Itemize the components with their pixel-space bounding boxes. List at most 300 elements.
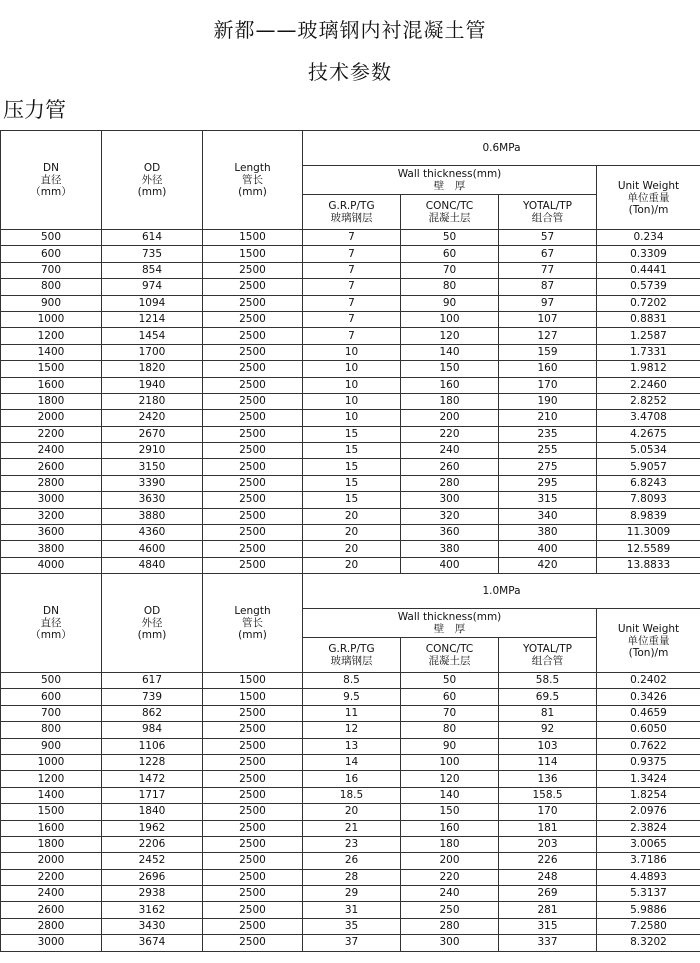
cell-grp: 10 bbox=[303, 393, 401, 409]
header-od-line: (mm) bbox=[137, 629, 167, 641]
cell-total: 420 bbox=[499, 557, 597, 573]
cell-grp: 18.5 bbox=[303, 787, 401, 803]
cell-total: 226 bbox=[499, 853, 597, 869]
cell-grp: 12 bbox=[303, 722, 401, 738]
cell-dn: 3000 bbox=[1, 935, 102, 951]
cell-grp: 11 bbox=[303, 705, 401, 721]
cell-od: 735 bbox=[102, 246, 203, 262]
cell-grp: 31 bbox=[303, 902, 401, 918]
cell-length: 2500 bbox=[203, 787, 303, 803]
cell-grp: 15 bbox=[303, 492, 401, 508]
cell-dn: 600 bbox=[1, 689, 102, 705]
table-row bbox=[1, 722, 700, 738]
table-row bbox=[1, 328, 700, 344]
cell-conc: 90 bbox=[401, 738, 499, 754]
table-row bbox=[1, 673, 700, 689]
cell-od: 2938 bbox=[102, 886, 203, 902]
cell-weight: 0.7622 bbox=[597, 738, 700, 754]
cell-dn: 1600 bbox=[1, 377, 102, 393]
cell-grp: 16 bbox=[303, 771, 401, 787]
cell-total: 181 bbox=[499, 820, 597, 836]
cell-length: 2500 bbox=[203, 475, 303, 491]
cell-length: 2500 bbox=[203, 853, 303, 869]
cell-grp: 20 bbox=[303, 508, 401, 524]
header-length-line: Length bbox=[234, 605, 271, 617]
cell-conc: 90 bbox=[401, 295, 499, 311]
table-header-row bbox=[1, 131, 700, 166]
header-wall-thickness-line: Wall thickness(mm) bbox=[397, 611, 502, 623]
cell-weight: 6.8243 bbox=[597, 475, 700, 491]
cell-dn: 800 bbox=[1, 279, 102, 295]
cell-conc: 100 bbox=[401, 754, 499, 770]
header-od-line: (mm) bbox=[137, 186, 167, 198]
document-title: 新都——玻璃钢内衬混凝土管 bbox=[213, 18, 487, 42]
header-pressure: 0.6MPa bbox=[303, 131, 700, 166]
cell-od: 614 bbox=[102, 230, 203, 246]
header-wall-thickness bbox=[303, 609, 597, 638]
cell-total: 160 bbox=[499, 361, 597, 377]
cell-dn: 2200 bbox=[1, 869, 102, 885]
cell-total: 158.5 bbox=[499, 787, 597, 803]
cell-length: 2500 bbox=[203, 443, 303, 459]
header-unit-weight bbox=[597, 166, 700, 230]
cell-total: 103 bbox=[499, 738, 597, 754]
cell-od: 2206 bbox=[102, 836, 203, 852]
cell-total: 127 bbox=[499, 328, 597, 344]
cell-total: 315 bbox=[499, 492, 597, 508]
table-row bbox=[1, 344, 700, 360]
cell-total: 255 bbox=[499, 443, 597, 459]
header-unit-weight bbox=[597, 609, 700, 673]
cell-od: 1820 bbox=[102, 361, 203, 377]
cell-od: 2696 bbox=[102, 869, 203, 885]
table-row bbox=[1, 820, 700, 836]
cell-od: 984 bbox=[102, 722, 203, 738]
cell-od: 2452 bbox=[102, 853, 203, 869]
cell-weight: 2.8252 bbox=[597, 393, 700, 409]
cell-grp: 20 bbox=[303, 804, 401, 820]
cell-dn: 4000 bbox=[1, 557, 102, 573]
header-total-line: YOTAL/TP bbox=[522, 643, 573, 655]
cell-grp: 28 bbox=[303, 869, 401, 885]
cell-total: 58.5 bbox=[499, 673, 597, 689]
header-wall-thickness-line: 壁 厚 bbox=[433, 180, 466, 192]
header-conc-line: CONC/TC bbox=[425, 643, 474, 655]
cell-conc: 60 bbox=[401, 689, 499, 705]
cell-conc: 80 bbox=[401, 722, 499, 738]
cell-length: 2500 bbox=[203, 377, 303, 393]
cell-total: 92 bbox=[499, 722, 597, 738]
cell-length: 2500 bbox=[203, 311, 303, 327]
header-dn-line: （mm） bbox=[30, 186, 72, 198]
header-pressure: 1.0MPa bbox=[303, 574, 700, 609]
cell-length: 2500 bbox=[203, 262, 303, 278]
cell-length: 2500 bbox=[203, 918, 303, 934]
cell-dn: 1800 bbox=[1, 393, 102, 409]
header-conc bbox=[401, 195, 499, 230]
cell-od: 1700 bbox=[102, 344, 203, 360]
cell-od: 3162 bbox=[102, 902, 203, 918]
cell-weight: 1.9812 bbox=[597, 361, 700, 377]
cell-dn: 2600 bbox=[1, 459, 102, 475]
cell-grp: 10 bbox=[303, 410, 401, 426]
cell-conc: 140 bbox=[401, 344, 499, 360]
cell-total: 190 bbox=[499, 393, 597, 409]
cell-grp: 23 bbox=[303, 836, 401, 852]
cell-length: 2500 bbox=[203, 393, 303, 409]
cell-conc: 400 bbox=[401, 557, 499, 573]
table-row bbox=[1, 869, 700, 885]
header-od bbox=[102, 574, 203, 673]
cell-grp: 8.5 bbox=[303, 673, 401, 689]
cell-weight: 7.2580 bbox=[597, 918, 700, 934]
cell-dn: 1200 bbox=[1, 771, 102, 787]
cell-conc: 180 bbox=[401, 393, 499, 409]
spec-table-0.6mpa bbox=[0, 130, 700, 574]
cell-dn: 700 bbox=[1, 262, 102, 278]
cell-dn: 1500 bbox=[1, 804, 102, 820]
header-total bbox=[499, 638, 597, 673]
cell-grp: 15 bbox=[303, 426, 401, 442]
cell-dn: 2800 bbox=[1, 475, 102, 491]
cell-length: 2500 bbox=[203, 557, 303, 573]
cell-length: 2500 bbox=[203, 705, 303, 721]
cell-dn: 1500 bbox=[1, 361, 102, 377]
cell-conc: 280 bbox=[401, 918, 499, 934]
cell-total: 269 bbox=[499, 886, 597, 902]
header-length bbox=[203, 574, 303, 673]
cell-grp: 7 bbox=[303, 279, 401, 295]
header-length-line: 管长 bbox=[242, 617, 263, 629]
cell-od: 2420 bbox=[102, 410, 203, 426]
cell-od: 1454 bbox=[102, 328, 203, 344]
table-row bbox=[1, 361, 700, 377]
cell-dn: 800 bbox=[1, 722, 102, 738]
cell-od: 974 bbox=[102, 279, 203, 295]
cell-dn: 1200 bbox=[1, 328, 102, 344]
cell-conc: 140 bbox=[401, 787, 499, 803]
cell-grp: 26 bbox=[303, 853, 401, 869]
header-length-line: 管长 bbox=[242, 174, 263, 186]
cell-grp: 35 bbox=[303, 918, 401, 934]
cell-dn: 1400 bbox=[1, 787, 102, 803]
header-total-line: 组合管 bbox=[531, 212, 564, 224]
table-row bbox=[1, 738, 700, 754]
cell-length: 1500 bbox=[203, 689, 303, 705]
table-row bbox=[1, 279, 700, 295]
header-grp-line: G.R.P/TG bbox=[328, 200, 375, 212]
cell-conc: 60 bbox=[401, 246, 499, 262]
cell-length: 2500 bbox=[203, 508, 303, 524]
cell-conc: 100 bbox=[401, 311, 499, 327]
cell-total: 203 bbox=[499, 836, 597, 852]
cell-conc: 280 bbox=[401, 475, 499, 491]
cell-weight: 7.8093 bbox=[597, 492, 700, 508]
cell-od: 1717 bbox=[102, 787, 203, 803]
cell-dn: 500 bbox=[1, 673, 102, 689]
header-dn bbox=[1, 131, 102, 230]
header-grp-line: G.R.P/TG bbox=[328, 643, 375, 655]
cell-od: 4840 bbox=[102, 557, 203, 573]
cell-grp: 7 bbox=[303, 230, 401, 246]
cell-weight: 0.5739 bbox=[597, 279, 700, 295]
cell-total: 235 bbox=[499, 426, 597, 442]
cell-od: 1940 bbox=[102, 377, 203, 393]
cell-od: 4360 bbox=[102, 525, 203, 541]
cell-length: 2500 bbox=[203, 902, 303, 918]
cell-conc: 260 bbox=[401, 459, 499, 475]
cell-length: 2500 bbox=[203, 492, 303, 508]
cell-total: 337 bbox=[499, 935, 597, 951]
cell-grp: 15 bbox=[303, 475, 401, 491]
cell-dn: 3800 bbox=[1, 541, 102, 557]
cell-length: 2500 bbox=[203, 328, 303, 344]
cell-od: 617 bbox=[102, 673, 203, 689]
cell-conc: 300 bbox=[401, 935, 499, 951]
cell-conc: 380 bbox=[401, 541, 499, 557]
cell-weight: 3.4708 bbox=[597, 410, 700, 426]
header-length-line: (mm) bbox=[238, 629, 267, 641]
cell-od: 1840 bbox=[102, 804, 203, 820]
cell-weight: 2.0976 bbox=[597, 804, 700, 820]
cell-total: 107 bbox=[499, 311, 597, 327]
cell-od: 739 bbox=[102, 689, 203, 705]
cell-length: 1500 bbox=[203, 673, 303, 689]
cell-weight: 0.3309 bbox=[597, 246, 700, 262]
table-row bbox=[1, 771, 700, 787]
cell-length: 2500 bbox=[203, 344, 303, 360]
header-grp-line: 玻璃钢层 bbox=[330, 212, 373, 224]
header-od-line: 外径 bbox=[141, 174, 163, 186]
cell-total: 210 bbox=[499, 410, 597, 426]
document-subtitle: 技术参数 bbox=[308, 60, 392, 84]
cell-weight: 0.3426 bbox=[597, 689, 700, 705]
cell-dn: 700 bbox=[1, 705, 102, 721]
cell-od: 3674 bbox=[102, 935, 203, 951]
cell-total: 114 bbox=[499, 754, 597, 770]
header-unit-weight-line: Unit Weight bbox=[617, 622, 680, 635]
cell-od: 1472 bbox=[102, 771, 203, 787]
cell-length: 2500 bbox=[203, 295, 303, 311]
cell-conc: 150 bbox=[401, 361, 499, 377]
cell-grp: 14 bbox=[303, 754, 401, 770]
cell-conc: 70 bbox=[401, 262, 499, 278]
cell-total: 380 bbox=[499, 525, 597, 541]
cell-od: 1962 bbox=[102, 820, 203, 836]
cell-conc: 240 bbox=[401, 886, 499, 902]
cell-grp: 7 bbox=[303, 295, 401, 311]
cell-conc: 360 bbox=[401, 525, 499, 541]
header-length bbox=[203, 131, 303, 230]
header-total bbox=[499, 195, 597, 230]
table-row bbox=[1, 935, 700, 951]
header-grp bbox=[303, 195, 401, 230]
cell-length: 2500 bbox=[203, 771, 303, 787]
cell-dn: 2600 bbox=[1, 902, 102, 918]
cell-dn: 2400 bbox=[1, 443, 102, 459]
header-od-line: OD bbox=[143, 162, 161, 174]
cell-weight: 1.2587 bbox=[597, 328, 700, 344]
header-conc-line: 混凝土层 bbox=[428, 655, 471, 667]
table-row bbox=[1, 295, 700, 311]
cell-grp: 7 bbox=[303, 246, 401, 262]
cell-dn: 2800 bbox=[1, 918, 102, 934]
table-row bbox=[1, 311, 700, 327]
header-unit-weight-line: (Ton)/m bbox=[628, 203, 669, 216]
cell-grp: 7 bbox=[303, 328, 401, 344]
cell-grp: 9.5 bbox=[303, 689, 401, 705]
cell-conc: 200 bbox=[401, 410, 499, 426]
cell-od: 3430 bbox=[102, 918, 203, 934]
cell-grp: 10 bbox=[303, 344, 401, 360]
header-dn-line: DN bbox=[43, 162, 59, 174]
cell-weight: 0.4441 bbox=[597, 262, 700, 278]
cell-length: 2500 bbox=[203, 738, 303, 754]
cell-od: 4600 bbox=[102, 541, 203, 557]
cell-conc: 50 bbox=[401, 673, 499, 689]
cell-conc: 70 bbox=[401, 705, 499, 721]
header-total-line: YOTAL/TP bbox=[522, 200, 573, 212]
cell-od: 2910 bbox=[102, 443, 203, 459]
cell-grp: 20 bbox=[303, 557, 401, 573]
cell-weight: 2.2460 bbox=[597, 377, 700, 393]
cell-length: 2500 bbox=[203, 541, 303, 557]
table-header-row bbox=[1, 574, 700, 609]
cell-weight: 1.3424 bbox=[597, 771, 700, 787]
cell-weight: 5.3137 bbox=[597, 886, 700, 902]
cell-grp: 10 bbox=[303, 361, 401, 377]
table-row bbox=[1, 426, 700, 442]
cell-length: 2500 bbox=[203, 754, 303, 770]
cell-dn: 1800 bbox=[1, 836, 102, 852]
cell-weight: 1.8254 bbox=[597, 787, 700, 803]
header-od-line: OD bbox=[143, 605, 161, 617]
cell-total: 67 bbox=[499, 246, 597, 262]
cell-dn: 500 bbox=[1, 230, 102, 246]
cell-weight: 8.3202 bbox=[597, 935, 700, 951]
cell-length: 1500 bbox=[203, 230, 303, 246]
cell-length: 2500 bbox=[203, 722, 303, 738]
header-dn-line: DN bbox=[43, 605, 59, 617]
cell-conc: 320 bbox=[401, 508, 499, 524]
cell-weight: 5.9886 bbox=[597, 902, 700, 918]
cell-dn: 1600 bbox=[1, 820, 102, 836]
cell-weight: 0.9375 bbox=[597, 754, 700, 770]
cell-weight: 5.9057 bbox=[597, 459, 700, 475]
cell-grp: 29 bbox=[303, 886, 401, 902]
cell-total: 136 bbox=[499, 771, 597, 787]
table-row bbox=[1, 393, 700, 409]
cell-total: 281 bbox=[499, 902, 597, 918]
table-row bbox=[1, 410, 700, 426]
cell-total: 77 bbox=[499, 262, 597, 278]
cell-dn: 3000 bbox=[1, 492, 102, 508]
cell-od: 862 bbox=[102, 705, 203, 721]
cell-length: 2500 bbox=[203, 820, 303, 836]
cell-total: 87 bbox=[499, 279, 597, 295]
cell-od: 1214 bbox=[102, 311, 203, 327]
cell-od: 3630 bbox=[102, 492, 203, 508]
cell-od: 1106 bbox=[102, 738, 203, 754]
cell-total: 69.5 bbox=[499, 689, 597, 705]
cell-dn: 2400 bbox=[1, 886, 102, 902]
cell-grp: 20 bbox=[303, 525, 401, 541]
header-od-line: 外径 bbox=[141, 617, 163, 629]
header-length-line: Length bbox=[234, 162, 271, 174]
header-unit-weight-line: 单位重量 bbox=[627, 634, 670, 647]
header-conc bbox=[401, 638, 499, 673]
cell-od: 1228 bbox=[102, 754, 203, 770]
header-dn bbox=[1, 574, 102, 673]
table-row bbox=[1, 836, 700, 852]
cell-total: 275 bbox=[499, 459, 597, 475]
header-wall-thickness-line: Wall thickness(mm) bbox=[397, 168, 502, 180]
cell-length: 2500 bbox=[203, 426, 303, 442]
cell-weight: 12.5589 bbox=[597, 541, 700, 557]
table-row bbox=[1, 886, 700, 902]
cell-grp: 10 bbox=[303, 377, 401, 393]
table-row bbox=[1, 377, 700, 393]
cell-dn: 3600 bbox=[1, 525, 102, 541]
cell-conc: 160 bbox=[401, 377, 499, 393]
cell-length: 2500 bbox=[203, 459, 303, 475]
cell-weight: 2.3824 bbox=[597, 820, 700, 836]
cell-total: 159 bbox=[499, 344, 597, 360]
cell-weight: 0.2402 bbox=[597, 673, 700, 689]
cell-total: 400 bbox=[499, 541, 597, 557]
header-conc-line: 混凝土层 bbox=[428, 212, 471, 224]
header-dn-line: （mm） bbox=[30, 629, 72, 641]
cell-dn: 2000 bbox=[1, 853, 102, 869]
cell-length: 2500 bbox=[203, 361, 303, 377]
cell-od: 3150 bbox=[102, 459, 203, 475]
cell-grp: 20 bbox=[303, 541, 401, 557]
cell-length: 2500 bbox=[203, 886, 303, 902]
header-grp bbox=[303, 638, 401, 673]
cell-grp: 7 bbox=[303, 311, 401, 327]
cell-total: 340 bbox=[499, 508, 597, 524]
table-row bbox=[1, 525, 700, 541]
header-od bbox=[102, 131, 203, 230]
header-wall-thickness-line: 壁 厚 bbox=[433, 623, 466, 635]
table-row bbox=[1, 918, 700, 934]
cell-dn: 1000 bbox=[1, 311, 102, 327]
cell-conc: 120 bbox=[401, 771, 499, 787]
cell-weight: 0.7202 bbox=[597, 295, 700, 311]
header-length-line: (mm) bbox=[238, 186, 267, 198]
cell-grp: 37 bbox=[303, 935, 401, 951]
cell-length: 2500 bbox=[203, 410, 303, 426]
cell-weight: 3.0065 bbox=[597, 836, 700, 852]
header-grp-line: 玻璃钢层 bbox=[330, 655, 373, 667]
cell-weight: 0.8831 bbox=[597, 311, 700, 327]
cell-od: 854 bbox=[102, 262, 203, 278]
cell-length: 2500 bbox=[203, 279, 303, 295]
table-row bbox=[1, 475, 700, 491]
cell-total: 170 bbox=[499, 804, 597, 820]
cell-length: 2500 bbox=[203, 804, 303, 820]
table-row bbox=[1, 902, 700, 918]
cell-dn: 3200 bbox=[1, 508, 102, 524]
cell-conc: 300 bbox=[401, 492, 499, 508]
cell-grp: 15 bbox=[303, 459, 401, 475]
cell-conc: 180 bbox=[401, 836, 499, 852]
cell-dn: 900 bbox=[1, 738, 102, 754]
cell-dn: 1400 bbox=[1, 344, 102, 360]
cell-weight: 3.7186 bbox=[597, 853, 700, 869]
header-unit-weight-line: (Ton)/m bbox=[628, 646, 669, 659]
header-dn-line: 直径 bbox=[40, 617, 62, 629]
